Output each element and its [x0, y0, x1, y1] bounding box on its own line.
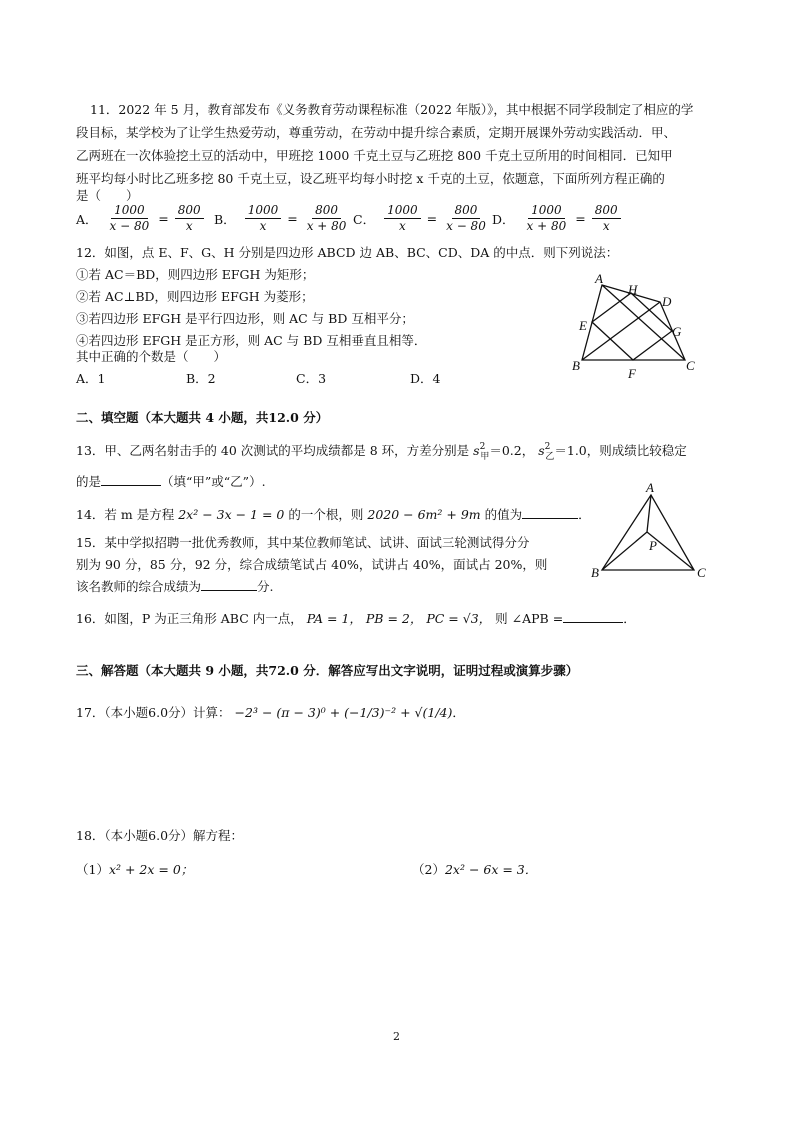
q11-line4: 班平均每小时比乙班多挖 80 千克土豆，设乙班平均每小时挖 x 千克的土豆，依题意，下面所列方程正确的 [76, 171, 665, 186]
q13-line2: 的是 （填“甲”或“乙”）. [76, 474, 266, 489]
label-b: B [591, 565, 599, 580]
q14-line: 14．若 m 是方程 2x² − 3x − 1 = 0 的一个根，则 2020 − 6m² + 9m 的值为 ． [76, 507, 591, 522]
label-g: G [672, 324, 682, 339]
label-c: C [686, 358, 695, 373]
label-e: E [579, 318, 587, 333]
label-b: B [572, 358, 580, 373]
q16-answer-blank[interactable] [563, 622, 623, 623]
q12-statement-4: ④若四边形 EFGH 是正方形，则 AC 与 BD 互相垂直且相等． [76, 333, 427, 348]
q11-line3: 乙两班在一次体验挖土豆的活动中，甲班挖 1000 千克土豆与乙班挖 800 千克土豆所用的时间相同．已知甲 [76, 148, 673, 163]
q12-intro: 12．如图，点 E、F、G、H 分别是四边形 ABCD 边 AB、BC、CD、DA 的中点．则下列说法： [76, 245, 619, 260]
q12-statement-3: ③若四边形 EFGH 是平行四边形，则 AC 与 BD 互相平分； [76, 311, 414, 326]
triangle-figure [585, 478, 710, 583]
section2-title: 二、填空题（本大题共 4 小题，共12.0 分） [76, 410, 329, 425]
label-c: C [697, 565, 706, 580]
label-f: F [628, 366, 636, 380]
label-h: H [628, 282, 638, 297]
q11-line5: 是（ ） [76, 188, 139, 203]
q16-line: 16．如图，P 为正三角形 ABC 内一点， PA = 1， PB = 2， PC = √3， 则 ∠APB = ． [76, 611, 636, 626]
q12-option-b: B．2 [186, 371, 216, 386]
q18-title: 18．（本小题6.0分）解方程： [76, 828, 244, 843]
page-number: 2 [393, 1030, 400, 1043]
label-a: A [595, 271, 603, 286]
q12-option-a: A．1 [76, 371, 106, 386]
q11-line2: 段目标，某学校为了让学生热爱劳动，尊重劳动，在劳动中提升综合素质，定期开展课外劳动实践活动．甲、 [76, 125, 677, 140]
q15-line2: 别为 90 分，85 分，92 分，综合成绩笔试占 40%，试讲占 40%，面试占 20%，则 [76, 557, 548, 572]
q17-line: 17．（本小题6.0分）计算： −2³ − (π − 3)⁰ + (−1/3)⁻² + √(1/4)． [76, 705, 465, 720]
label-a: A [646, 480, 654, 495]
q12-option-c: C．3 [296, 371, 327, 386]
q11-option-b: B． $\frac{1000}{x}$ = $\frac{800}{x + 80}$ [214, 203, 347, 233]
q11-line1: 11．2022 年 5 月，教育部发布《义务教育劳动课程标准（2022 年版）》，其中根据不同学段制定了相应的学 [90, 102, 694, 117]
q15-line3: 该名教师的综合成绩为 分. [76, 579, 274, 594]
section3-title: 三、解答题（本大题共 9 小题，共72.0 分．解答应写出文字说明，证明过程或演算步骤） [76, 663, 579, 678]
q13-line1: 13．甲、乙两名射击手的 40 次测试的平均成绩都是 8 环，方差分别是 $s^2_甲=0.2$， $s^2_乙=1.0$，则成绩比较稳定 [76, 442, 687, 462]
q11-option-a: A． $\frac{1000}{x - 80}$ = $\frac{800}{x}$ [76, 203, 207, 234]
q12-question: 其中正确的个数是（ ） [76, 349, 227, 364]
label-d: D [662, 294, 672, 309]
q15-answer-blank[interactable] [201, 590, 257, 591]
q14-answer-blank[interactable] [522, 518, 578, 519]
q12-statement-1: ①若 AC＝BD，则四边形 EFGH 为矩形； [76, 267, 315, 282]
q12-statement-2: ②若 AC⊥BD，则四边形 EFGH 为菱形； [76, 289, 314, 304]
q11-option-c: C． $\frac{1000}{x}$ = $\frac{800}{x - 80}$ [353, 203, 486, 233]
quadrilateral-figure [565, 268, 705, 380]
q13-answer-blank[interactable] [101, 485, 161, 486]
q15-line1: 15．某中学拟招聘一批优秀教师，其中某位教师笔试、试讲、面试三轮测试得分分 [76, 535, 530, 550]
q11-option-d: D． $\frac{1000}{x + 80}$ = $\frac{800}{x}$ [492, 203, 624, 234]
label-p: P [649, 538, 657, 553]
q18-part2: （2）2x² − 6x = 3． [412, 862, 538, 877]
q18-part1: （1）x² + 2x = 0； [76, 862, 194, 877]
q12-option-d: D．4 [410, 371, 441, 386]
